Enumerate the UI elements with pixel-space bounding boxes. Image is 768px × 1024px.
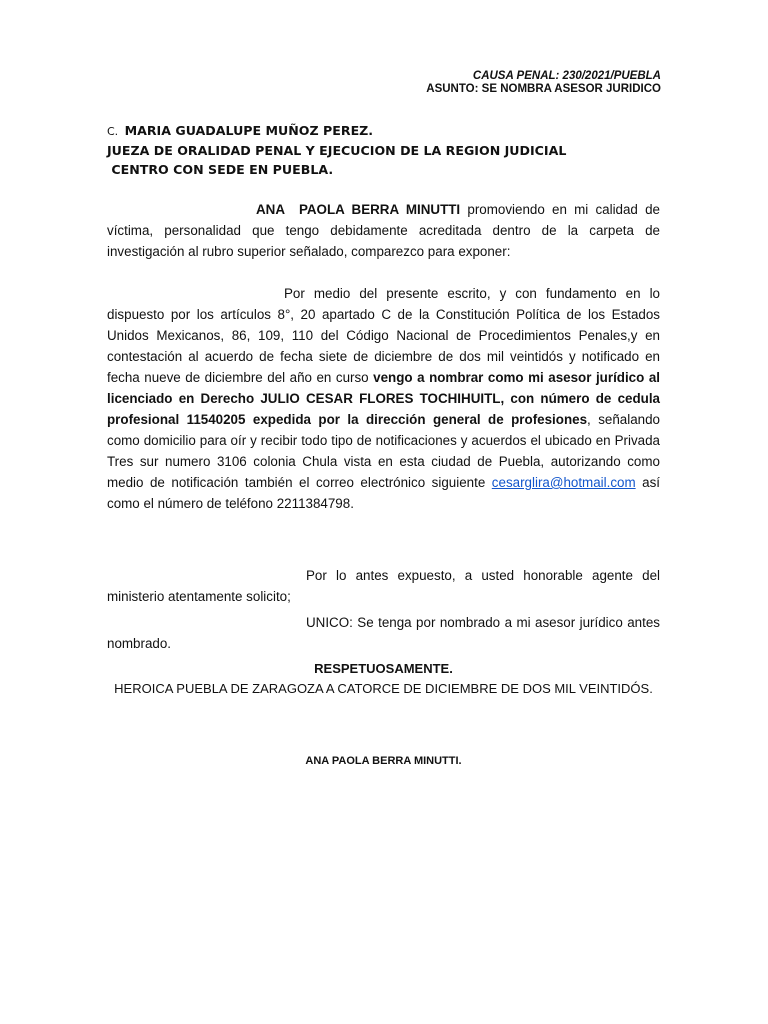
addressee-location: CENTRO CON SEDE EN PUEBLA. xyxy=(107,162,334,177)
main-text-bold: vengo a nombrar como mi asesor jurídico al licenciado en Derecho JULIO CESAR FLORES TOCHIHUITL, con número de cedula profesional 11540205 expedida por la dirección general de profesiones xyxy=(107,370,660,427)
signature-name: ANA PAOLA BERRA MINUTTI. xyxy=(305,755,462,767)
petition-paragraph: UNICO: Se tenga por nombrado a mi asesor jurídico antes nombrado. xyxy=(107,615,660,651)
addressee-prefix: C. xyxy=(107,125,119,138)
case-subject: ASUNTO: SE NOMBRA ASESOR JURIDICO xyxy=(426,83,661,95)
case-number: CAUSA PENAL: 230/2021/PUEBLA xyxy=(472,70,661,82)
addressee-block xyxy=(107,121,566,179)
main-text-c: así como el número de teléfono 2211384798. xyxy=(107,475,660,511)
addressee-name: MARIA GUADALUPE MUÑOZ PEREZ. xyxy=(124,123,374,138)
main-text-a: Por medio del presente escrito, y con fundamento en lo dispuesto por los artículos 8°, 20 apartado C de la Constitución Política de los Estados Unidos Mexicanos, 86, 109, 110 del Código Nacional de Procedimientos Penales,y en contestación al acuerdo de fecha siete de diciembre de dos mil veintidós y notificado en fecha nueve de diciembre del año en curso xyxy=(107,286,660,385)
main-paragraph xyxy=(107,283,660,514)
case-header xyxy=(426,70,661,96)
request-paragraph: Por lo antes expuesto, a usted honorable agente del ministerio atentamente solicito; xyxy=(107,568,660,604)
closing-place-date: HEROICA PUEBLA DE ZARAGOZA A CATORCE DE DICIEMBRE DE DOS MIL VEINTIDÓS. xyxy=(114,681,653,696)
email-link[interactable]: cesarglira@hotmail.com xyxy=(491,475,636,490)
addressee-title: JUEZA DE ORALIDAD PENAL Y EJECUCION DE LA REGION JUDICIAL xyxy=(107,143,567,158)
opening-paragraph xyxy=(107,199,660,262)
main-text-b: , señalando como domicilio para oír y recibir todo tipo de notificaciones y acuerdos el ubicado en Privada Tres sur numero 3106 colonia Chula vista en esta ciudad de Puebla, autorizando como medio de notificación también el correo electrónico siguiente xyxy=(107,412,660,490)
opening-text: promoviendo en mi calidad de víctima, personalidad que tengo debidamente acreditada dentro de la carpeta de investigación al rubro superior señalado, comparezco para exponer: xyxy=(107,202,660,259)
addressee-name-line xyxy=(107,121,566,141)
petitioner-name: ANA PAOLA BERRA MINUTTI xyxy=(256,202,461,217)
closing-respectfully: RESPETUOSAMENTE. xyxy=(314,661,453,676)
